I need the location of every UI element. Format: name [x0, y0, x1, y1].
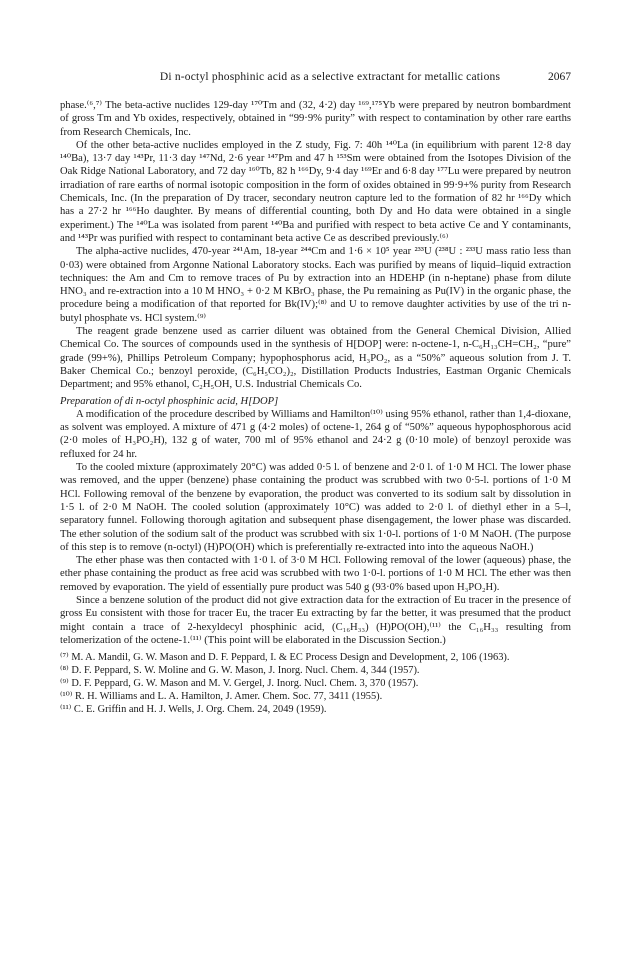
footnote-references [60, 651, 571, 716]
running-header [60, 71, 571, 87]
article-body [60, 99, 571, 716]
running-title: Di n-octyl phosphinic acid as a selective extractant for metallic cations [159, 71, 501, 83]
body-paragraph: phase.⁽⁶,⁷⁾ The beta-active nuclides 129-day ¹⁷⁰Tm and (32, 4·2) day ¹⁶⁹,¹⁷⁵Yb were prepared by neutron bombardment of gross Tm and Yb oxides, respectively, obtained in “99·9% purity” with respect to contamination by other rare earths from Research Chemicals, Inc. [60, 100, 571, 138]
body-paragraph: Since a benzene solution of the product did not give extraction data for the extraction of Eu tracer in the presence of gross Eu consistent with those for tracer Eu, the tracer Eu extracting by far the better, it was presumed that the product might contain a trace of 2-hexyldecyl phosphinic acid, (C₁₆H₃₃) (H)PO(OH),⁽¹¹⁾ the C₁₆H₃₃ resulting from telomerization of the octene-1.⁽¹¹⁾ (This point will be elaborated in the Discussion Section.) [60, 594, 571, 646]
body-paragraph: The alpha-active nuclides, 470-year ²⁴¹Am, 18-year ²⁴⁴Cm and 1·6 × 10⁵ year ²³³U (²³⁸U : ²³³U mass ratio less than 0·03) were obtained from Argonne National Laboratory stocks. Each was purified by means of liquid–liquid extraction techniques: the Am and Cm to remove traces of Pu by extraction into an HDEHP (in n-heptane) phase from dilute HNO₃ and re-extraction into a 10 M HNO₃ + 0·2 M KBrO₃ phase, the Pu remaining as Pu(IV) in the organic phase, the procedure being a modification of that reported for Bk(IV);⁽⁸⁾ and U to remove daughter activities by use of the tri n-butyl phosphate vs. HCl system.⁽⁹⁾ [60, 246, 571, 324]
reference-item: ⁽¹¹⁾ C. E. Griffin and H. J. Wells, J. Org. Chem. 24, 2049 (1959). [60, 704, 327, 716]
reference-item: ⁽⁷⁾ M. A. Mandil, G. W. Mason and D. F. Peppard, I. & EC Process Design and Development, 2, 106 (1963). [60, 652, 510, 664]
reference-item: ⁽⁸⁾ D. F. Peppard, S. W. Moline and G. W. Mason, J. Inorg. Nucl. Chem. 4, 344 (1957). [60, 665, 420, 677]
body-paragraph: Of the other beta-active nuclides employed in the Z study, Fig. 7: 40h ¹⁴⁰La (in equilibrium with parent 12·8 day ¹⁴⁰Ba), 13·7 day ¹⁴³Pr, 11·3 day ¹⁴⁷Nd, 2·6 year ¹⁴⁷Pm and 47 h ¹⁵³Sm were obtained from the Isotopes Division of the Oak Ridge National Laboratory, and 72 day ¹⁶⁰Tb, 82 h ¹⁶⁶Dy, 9·4 day ¹⁶⁹Er and 6·8 day ¹⁷⁷Lu were prepared by neutron irradiation of rare earths of normal isotopic composition in the form of oxides obtained in 99·9+% purity from Research Chemicals, Inc. (In the preparation of Dy tracer, secondary neutron capture led to the formation of 82 hr ¹⁶⁶Dy which has a 27·2 hr ¹⁶⁶Ho daughter. By means of differential counting, both Dy and Ho data were obtained in a single experiment.) The ¹⁴⁰La was isolated from parent ¹⁴⁰Ba and purified with respect to beta active Ce and Y contaminants, and ¹⁴³Pr was purified with respect to contaminant beta active Ce as described previously.⁽⁶⁾ [60, 139, 571, 244]
reference-item: ⁽¹⁰⁾ R. H. Williams and L. A. Hamilton, J. Amer. Chem. Soc. 77, 3411 (1955). [60, 691, 383, 703]
body-paragraph: A modification of the procedure described by Williams and Hamilton⁽¹⁰⁾ using 95% ethanol, rather than 1,4-dioxane, as solvent was employed. A mixture of 471 g (4·2 moles) of octene-1, 264 g of “50%” aqueous hypophosphorous acid (2·0 moles of H₃PO₂H), 132 g of water, 700 ml of 95% ethanol and 24·2 g (0·10 mole) of benzoyl peroxide was refluxed for 24 hr. [60, 408, 571, 460]
body-paragraph: The reagent grade benzene used as carrier diluent was obtained from the General Chemical Division, Allied Chemical Co. The sources of compounds used in the synthesis of H[DOP] were: n-octene-1, n-C₆H₁₃CH=CH₂, “pure” grade (99+%), Phillips Petroleum Company; hypophosphorus acid, H₃PO₂, as a “50%” aqueous solution from J. T. Baker Chemical Co.; benzoyl peroxide, (C₆H₅CO₂)₂, Distillation Products Industries, Eastman Organic Chemicals Department; and 95% ethanol, C₂H₅OH, U.S. Industrial Chemicals Co. [60, 326, 571, 391]
page-number: 2067 [548, 71, 571, 83]
section-heading: Preparation of di n-octyl phosphinic acid, H[DOP] [60, 395, 279, 407]
body-paragraph: The ether phase was then contacted with 1·0 l. of 3·0 M HCl. Following removal of the lower (aqueous) phase, the ether phase containing the product as free acid was scrubbed with two 1·0-l. portions of 1·0 M HCl. The ether was then removed by evaporation. The yield of essentially pure product was 540 g (93·0% based upon H₃PO₂H). [60, 555, 571, 593]
body-paragraph: To the cooled mixture (approximately 20°C) was added 0·5 l. of benzene and 2·0 l. of 1·0 M HCl. The lower phase was removed, and the upper (benzene) phase containing the product was scrubbed with two 0·5-l. portions of 1·0 M HCl. Following removal of the benzene by evaporation, the product was converted to its sodium salt by dissolution in 1·5 l. of 2·0 M NaOH. The cooled solution (approximately 10°C) was added to 2·0 l. of diethyl ether in a 5–l, separatory funnel. Following thorough agitation and subsequent phase disengagement, the lower phase was discarded. The ether solution of the sodium salt of the product was scrubbed with six 1·0-l. portions of 1·0 M NaOH. (The purpose of this step is to remove (n-octyl) (H)PO(OH) which is preferentially re-extracted into into the aqueous NaOH.) [60, 462, 571, 553]
reference-item: ⁽⁹⁾ D. F. Peppard, G. W. Mason and M. V. Gergel, J. Inorg. Nucl. Chem. 3, 370 (1957). [60, 678, 419, 690]
